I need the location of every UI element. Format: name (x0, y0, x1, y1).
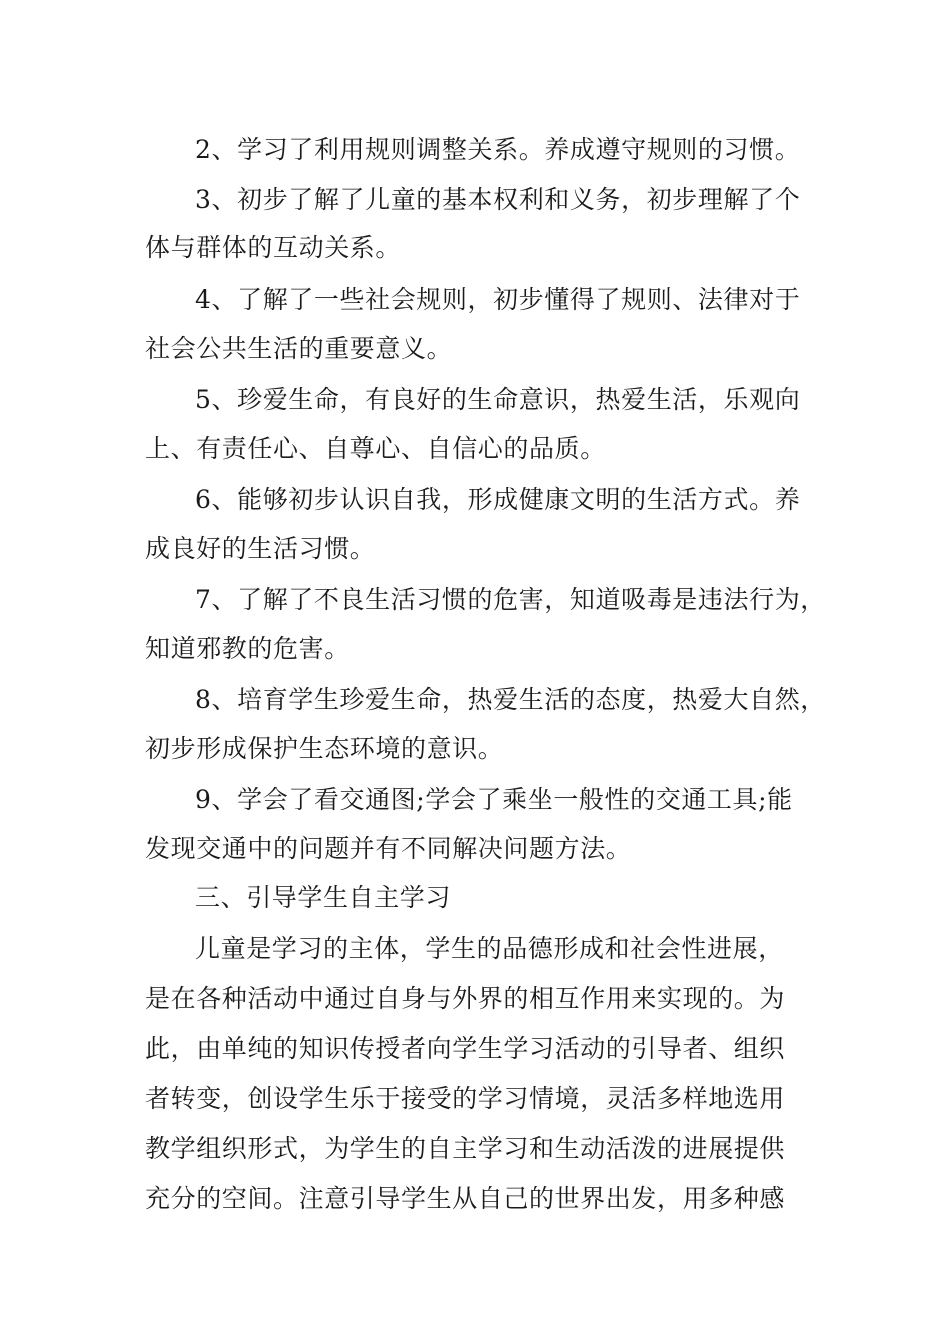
text-line: 是在各种活动中通过自身与外界的相互作用来实现的。为 (145, 984, 786, 1013)
text-line: 3、初步了解了儿童的基本权利和义务，初步理解了个 (195, 185, 801, 214)
text-line: 体与群体的互动关系。 (145, 233, 402, 262)
text-line: 4、了解了一些社会规则，初步懂得了规则、法律对于 (195, 285, 801, 314)
text-line: 上、有责任心、自尊心、自信心的品质。 (145, 434, 606, 463)
text-line: 充分的空间。注意引导学生从自己的世界出发，用多种感 (145, 1184, 786, 1213)
text-line: 成良好的生活习惯。 (145, 534, 376, 563)
text-line: 2、学习了利用规则调整关系。养成遵守规则的习惯。 (195, 135, 801, 164)
text-line: 5、珍爱生命，有良好的生命意识，热爱生活，乐观向 (195, 385, 801, 414)
text-line: 发现交通中的问题并有不同解决问题方法。 (145, 834, 632, 863)
text-line: 知道邪教的危害。 (145, 634, 350, 663)
text-line: 此，由单纯的知识传授者向学生学习活动的引导者、组织 (145, 1034, 786, 1063)
text-line: 初步形成保护生态环境的意识。 (145, 734, 504, 763)
text-line: 6、能够初步认识自我，形成健康文明的生活方式。养 (195, 485, 801, 514)
text-line: 7、了解了不良生活习惯的危害，知道吸毒是违法行为， (195, 585, 826, 614)
text-line: 9、学会了看交通图;学会了乘坐一般性的交通工具;能 (195, 785, 793, 814)
text-line: 儿童是学习的主体，学生的品德形成和社会性进展， (195, 934, 784, 963)
text-line: 教学组织形式，为学生的自主学习和生动活泼的进展提供 (145, 1134, 786, 1163)
text-line: 社会公共生活的重要意义。 (145, 334, 453, 363)
text-line: 8、培育学生珍爱生命，热爱生活的态度，热爱大自然， (195, 685, 826, 714)
section-heading: 三、引导学生自主学习 (195, 883, 452, 912)
text-line: 者转变，创设学生乐于接受的学习情境，灵活多样地选用 (145, 1084, 786, 1113)
